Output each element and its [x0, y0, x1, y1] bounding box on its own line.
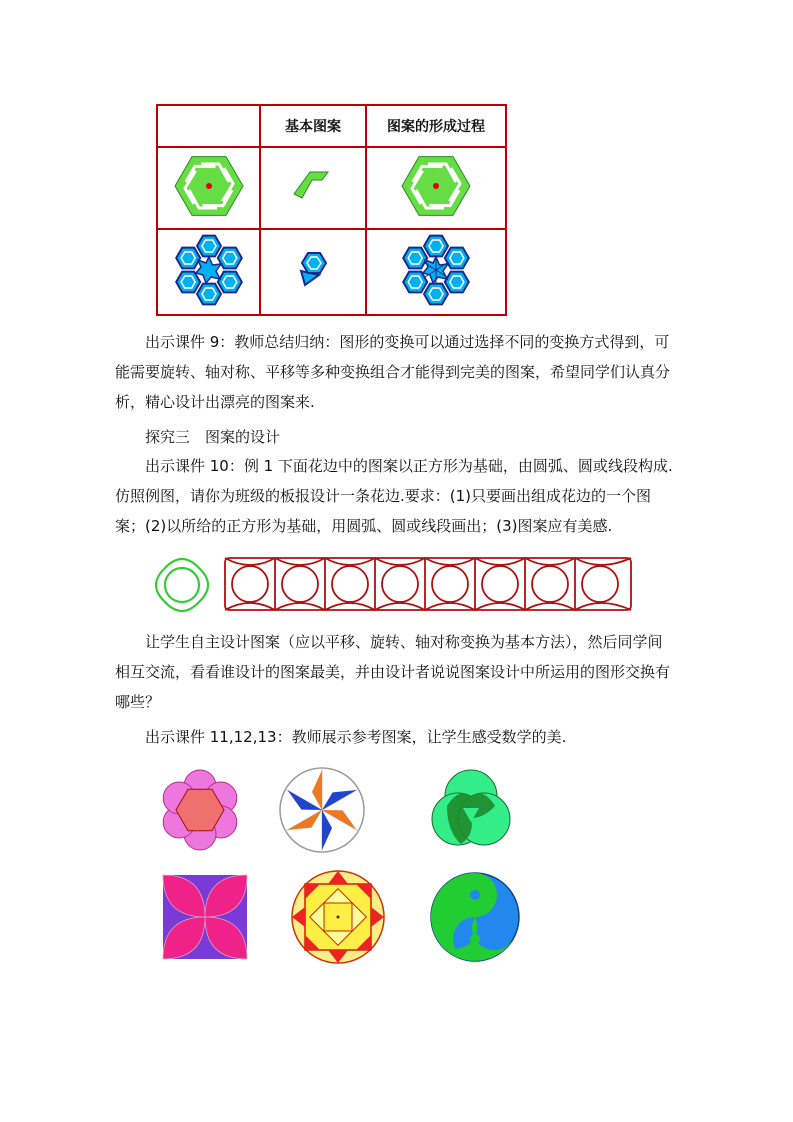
- green-knot-icon: [156, 559, 208, 611]
- pink-flower-hexagon-icon: [163, 770, 237, 850]
- green-hex-swirl-icon: [400, 150, 472, 222]
- blue-green-swirl-icon: [431, 873, 519, 970]
- table-cell: [260, 229, 366, 315]
- square-petals-icon: [163, 875, 247, 959]
- table-header-empty: [157, 105, 260, 147]
- paragraph-showcase: 出示课件 11,12,13：教师展示参考图案，让学生感受数学的美.: [145, 728, 567, 746]
- blue-hex-piece-icon: [293, 245, 333, 295]
- table-cell: [366, 229, 506, 315]
- table-header-process: 图案的形成过程: [366, 105, 506, 147]
- triple-circle-icon: [432, 770, 510, 845]
- table-cell: [366, 147, 506, 229]
- paragraph-example: 出示课件 10：例 1 下面花边中的图案以正方形为基础，由圆弧、圆或线段构成.仿照例图，请你为班级的板报设计一条花边.要求：(1)只要画出组成花边的一个图案；(2)以所给的正方形为基础，用圆弧、圆或线段画出；(3)图案应有美感.: [115, 457, 673, 535]
- red-border-icon: [225, 558, 631, 610]
- green-chevron-icon: [288, 166, 338, 206]
- blue-hex-flower-star-icon: [396, 232, 476, 308]
- section-heading: 探究三 图案的设计: [145, 428, 281, 446]
- paragraph-summary: 出示课件 9：教师总结归纳：图形的变换可以通过选择不同的变换方式得到，可能需要旋转、轴对称、平移等多种变换组合才能得到完美的图案，希望同学们认真分析，精心设计出漂亮的图案来.: [115, 333, 671, 411]
- yellow-nested-squares-icon: [292, 871, 384, 963]
- pattern-table: [156, 104, 507, 316]
- reference-patterns-figure: [155, 765, 535, 970]
- border-pattern-figure: [155, 552, 635, 614]
- blue-hex-flower-icon: [169, 232, 249, 308]
- table-cell: [157, 229, 260, 315]
- paragraph-student-design: 让学生自主设计图案（应以平移、旋转、轴对称变换为基本方法），然后同学间相互交流，看看谁设计的图案最美，并由设计者说说图案设计中所运用的图形交换有哪些？: [115, 633, 671, 711]
- table-header-basic: 基本图案: [260, 105, 366, 147]
- table-cell: [260, 147, 366, 229]
- green-hex-swirl-icon: [173, 150, 245, 222]
- table-cell: [157, 147, 260, 229]
- pinwheel-star-icon: [280, 768, 364, 852]
